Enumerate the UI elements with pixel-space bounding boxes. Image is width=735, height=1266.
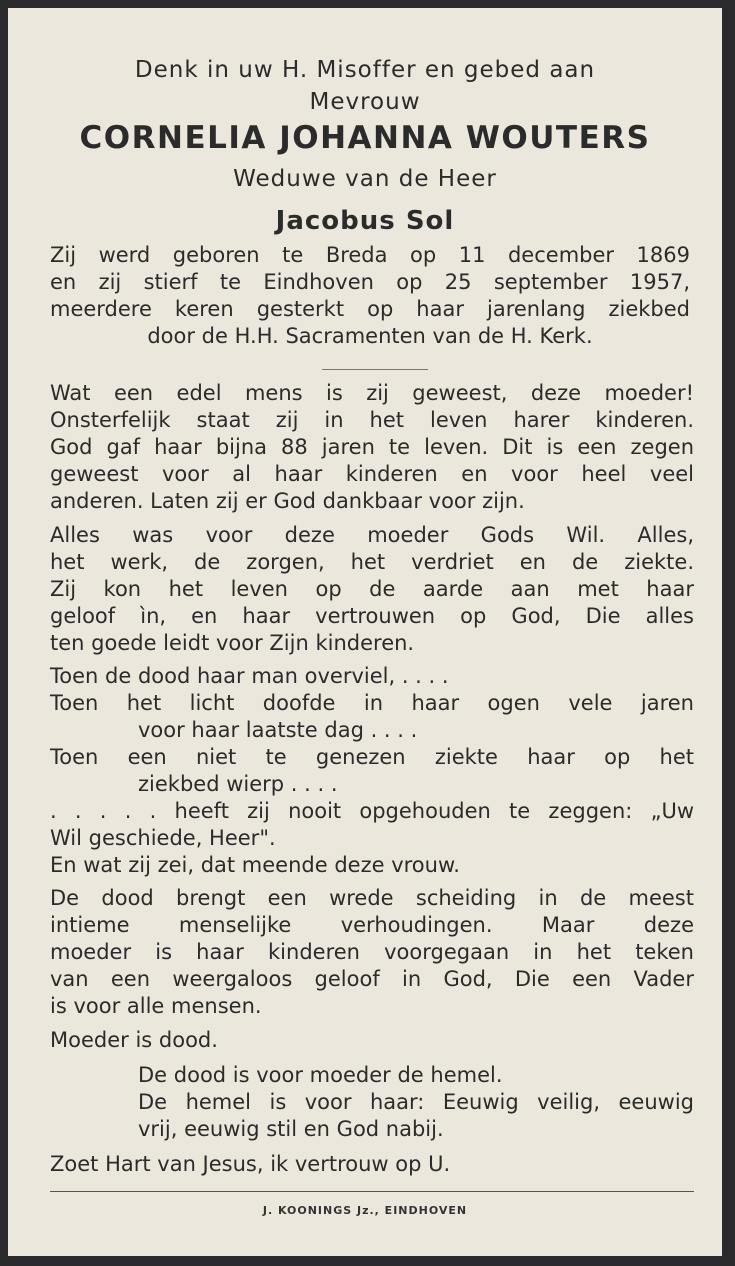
text-line: anderen. Laten zij er God dankbaar voor zijn.: [50, 489, 525, 513]
text-line: . . . . . heeft zij nooit opgehouden te zeggen: „Uw: [50, 799, 694, 823]
husband-name: Jacobus Sol: [275, 206, 455, 236]
text-line: Moeder is dood.: [50, 1028, 218, 1052]
text-line: Toen de dood haar man overviel, . . . .: [50, 664, 449, 688]
text-line: Wil geschiede, Heer".: [50, 826, 276, 850]
paragraph-3: [50, 663, 694, 879]
text-line: moeder is haar kinderen voorgegaan in het teken: [50, 940, 694, 964]
biography: [50, 242, 690, 350]
text-line: het werk, de zorgen, het verdriet en de ziekte.: [50, 550, 694, 574]
text-line: Onsterfelijk staat zij in het leven harer kinderen.: [50, 408, 694, 432]
text-line: Zij kon het leven op de aarde aan met haar: [50, 577, 694, 601]
text-line: Toen het licht doofde in haar ogen vele jaren: [50, 691, 694, 715]
text-line: Wat een edel mens is zij geweest, deze moeder!: [50, 381, 694, 405]
text-line: ziekbed wierp . . . .: [138, 772, 338, 796]
paragraph-2: [50, 522, 694, 657]
text-line: van een weergaloos geloof in God, Die een Vader: [50, 967, 694, 991]
text-line: is voor alle mensen.: [50, 994, 262, 1018]
text-line: voor haar laatste dag . . . .: [138, 718, 418, 742]
widow-of: Weduwe van de Heer: [233, 166, 497, 192]
text-line: geloof ìn, en haar vertrouwen op God, Die alles: [50, 604, 694, 628]
text-line: intieme menselijke verhoudingen. Maar deze: [50, 913, 694, 937]
footer-divider: [50, 1191, 694, 1192]
paragraph-5: [50, 1027, 694, 1054]
intro: [8, 54, 722, 118]
intro-line-2: Mevrouw: [309, 89, 421, 115]
intro-line-1: Denk in uw H. Misoffer en gebed aan: [134, 57, 596, 83]
text-line: Zoet Hart van Jesus, ik vertrouw op U.: [50, 1152, 451, 1176]
verse-line: De dood is voor moeder de hemel.: [138, 1063, 503, 1087]
text-line: Alles was voor deze moeder Gods Wil. Alles,: [50, 523, 694, 547]
text-line: En wat zij zei, dat meende deze vrouw.: [50, 853, 460, 877]
paragraph-4: [50, 885, 694, 1020]
bio-line: meerdere keren gesterkt op haar jarenlang ziekbed: [50, 297, 690, 321]
bio-line: en zij stierf te Eindhoven op 25 september 1957,: [50, 270, 690, 294]
text-line: geweest voor al haar kinderen en voor heel veel: [50, 462, 694, 486]
text-line: God gaf haar bijna 88 jaren te leven. Dit is een zegen: [50, 435, 694, 459]
text-line: De dood brengt een wrede scheiding in de meest: [50, 886, 694, 910]
text-line: Toen een niet te genezen ziekte haar op het: [50, 745, 694, 769]
divider: [322, 369, 428, 370]
bio-line: Zij werd geboren te Breda op 11 december 1869: [50, 243, 690, 267]
paragraph-1: [50, 380, 694, 515]
memorial-card: [8, 8, 722, 1256]
verse-line: vrij, eeuwig stil en God nabij.: [138, 1117, 444, 1141]
closing-prayer: [50, 1151, 694, 1178]
verse-line: De hemel is voor haar: Eeuwig veilig, eeuwig: [138, 1090, 694, 1114]
verse: [50, 1062, 694, 1143]
deceased-name: CORNELIA JOHANNA WOUTERS: [79, 120, 651, 156]
bio-line: door de H.H. Sacramenten van de H. Kerk.: [147, 324, 593, 348]
text-line: ten goede leidt voor Zijn kinderen.: [50, 631, 415, 655]
printer-imprint: J. KOONINGS Jz., EINDHOVEN: [262, 1204, 468, 1217]
